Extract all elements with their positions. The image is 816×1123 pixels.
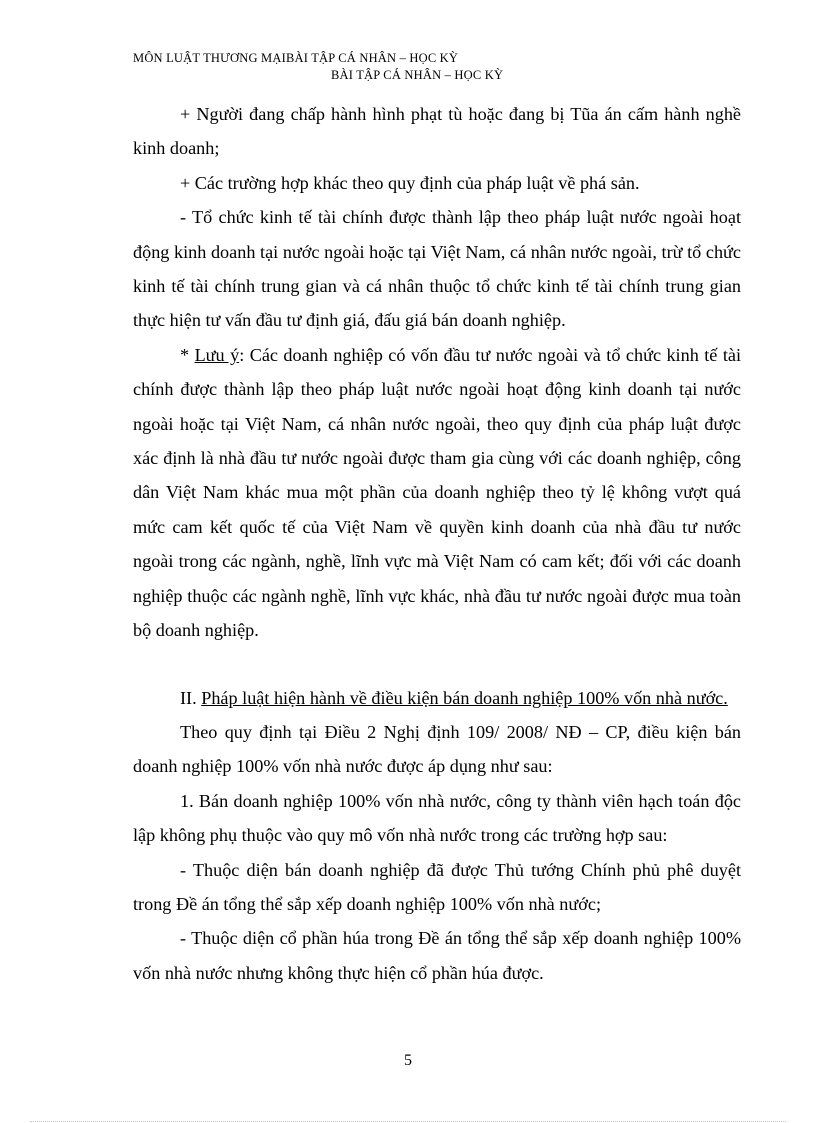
paragraph-note <box>133 338 741 648</box>
paragraph-foreign-organizations: - Tổ chức kinh tế tài chính được thành lập theo pháp luật nước ngoài hoạt động kinh doanh tại nước ngoài hoặc tại Việt Nam, cá nhân nước ngoài, trừ tổ chức kinh tế tài chính trung gian và cá nhân thuộc tổ chức kinh tế tài chính trung gian thực hiện tư vấn đầu tư định giá, đấu giá bán doanh nghiệp. <box>133 207 741 331</box>
note-text: : Các doanh nghiệp có vốn đầu tư nước ngoài và tổ chức kinh tế tài chính được thành lập theo pháp luật nước ngoài hoạt động kinh doanh tại nước ngoài hoặc tại Việt Nam, cá nhân nước ngoài, theo quy định của pháp luật được xác định là nhà đầu tư nước ngoài được tham gia cùng với các doanh nghiệp, công dân Việt Nam khác mua một phần của doanh nghiệp theo tỷ lệ không vượt quá mức cam kết quốc tế của Việt Nam về quyền kinh doanh của nhà đầu tư nước ngoài trong các ngành, nghề, lĩnh vực mà Việt Nam có cam kết; đối với các doanh nghiệp thuộc các ngành nghề, lĩnh vực khác, nhà đầu tư nước ngoài được mua toàn bộ doanh nghiệp. <box>133 344 742 641</box>
running-header-line-2: BÀI TẬP CÁ NHÂN – HỌC KỲ <box>331 68 504 82</box>
note-prefix: * <box>180 344 195 365</box>
section-number: II. <box>180 687 202 708</box>
paragraph-bullet-prison: + Người đang chấp hành hình phạt tù hoặc đang bị Tũa án cấm hành nghề kinh doanh; <box>133 104 741 159</box>
paragraph-decree-intro: Theo quy định tại Điều 2 Nghị định 109/ 2008/ NĐ – CP, điều kiện bán doanh nghiệp 100% vốn nhà nước được áp dụng như sau: <box>133 721 741 777</box>
section-title: Pháp luật hiện hành về điều kiện bán doanh nghiệp 100% vốn nhà nước. <box>201 687 728 708</box>
bottom-dotted-rule <box>30 1121 786 1122</box>
running-header-line-1: MÔN LUẬT THƯƠNG MẠIBÀI TẬP CÁ NHÂN – HỌC KỲ <box>133 51 459 65</box>
document-body <box>133 97 741 990</box>
paragraph-dash-equitization: - Thuộc diện cổ phần húa trong Đề án tổng thể sắp xếp doanh nghiệp 100% vốn nhà nước nhưng không thực hiện cổ phần húa được. <box>133 928 741 983</box>
paragraph-dash-approved: - Thuộc diện bán doanh nghiệp đã được Thủ tướng Chính phủ phê duyệt trong Đề án tổng thể sắp xếp doanh nghiệp 100% vốn nhà nước; <box>133 859 741 914</box>
section-heading <box>133 681 741 715</box>
note-label: Lưu ý <box>194 344 240 365</box>
paragraph-bullet-bankruptcy: + Các trường hợp khác theo quy định của pháp luật về phá sản. <box>180 172 640 193</box>
paragraph-item-1: 1. Bán doanh nghiệp 100% vốn nhà nước, công ty thành viên hạch toán độc lập không phụ thuộc vào quy mô vốn nhà nước trong các trường hợp sau: <box>133 790 741 846</box>
page-number: 5 <box>404 1052 412 1069</box>
